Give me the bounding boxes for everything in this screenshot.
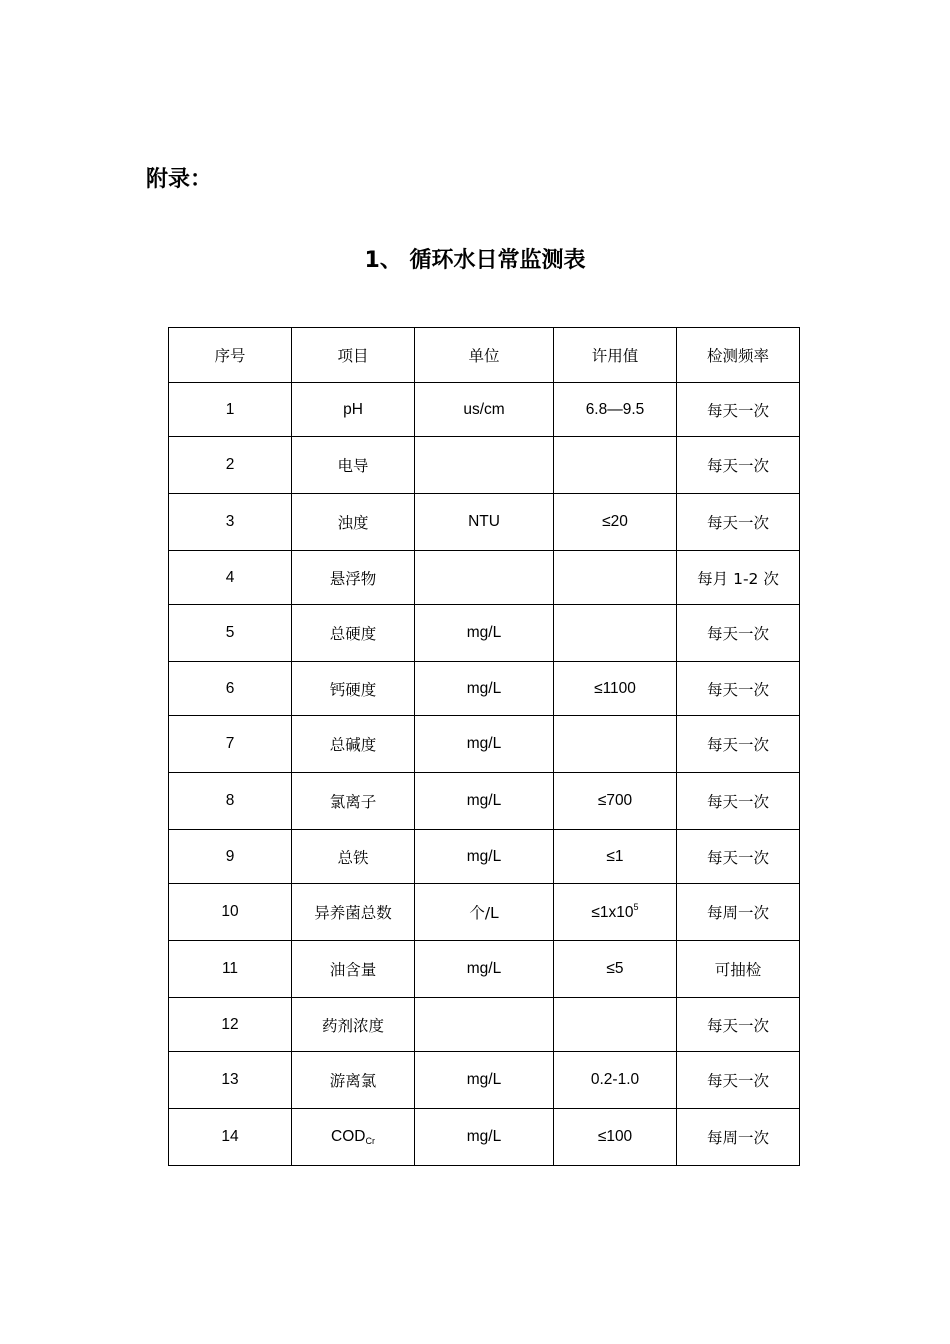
cell-unit-text: mg/L xyxy=(466,847,502,865)
cell-frequency xyxy=(677,605,800,662)
cell-frequency xyxy=(677,1052,800,1109)
header-item: 项目 xyxy=(292,328,415,383)
cell-no-text: 11 xyxy=(221,960,239,977)
cell-item-text: 药剂浓度 xyxy=(321,1016,384,1035)
header-limit: 许用值 xyxy=(554,328,677,383)
cell-limit-text: ≤100 xyxy=(597,1128,633,1145)
cell-no xyxy=(169,716,292,773)
cell-no-text: 14 xyxy=(221,1128,239,1145)
cell-limit xyxy=(554,830,677,884)
cell-frequency-text: 每周一次 xyxy=(706,1129,769,1147)
cell-item xyxy=(292,437,415,494)
table-row xyxy=(169,941,800,998)
cell-item-text: 总碱度 xyxy=(329,736,377,754)
cell-limit-text: ≤5 xyxy=(606,960,624,977)
cell-limit-text: 6.8—9.5 xyxy=(585,400,645,418)
cell-item xyxy=(292,1052,415,1109)
cell-limit xyxy=(554,551,677,605)
cell-unit xyxy=(415,551,554,605)
cell-item xyxy=(292,884,415,941)
cell-frequency-text: 每天一次 xyxy=(706,680,769,699)
cell-no-text: 10 xyxy=(221,903,239,920)
cell-item xyxy=(292,773,415,830)
cell-item-subscript: Cr xyxy=(365,1136,375,1146)
cell-no xyxy=(169,1052,292,1109)
cell-unit xyxy=(415,662,554,716)
cell-limit-supscript: 5 xyxy=(633,902,639,912)
cell-item-text: 钙硬度 xyxy=(329,680,377,699)
table-row xyxy=(169,383,800,437)
cell-frequency-text: 每天一次 xyxy=(706,736,769,754)
cell-item-text: 氯离子 xyxy=(329,793,377,811)
cell-limit-text: ≤1x10 xyxy=(591,904,634,921)
cell-no-text: 7 xyxy=(225,735,235,752)
cell-no-text: 2 xyxy=(225,456,235,473)
table-row xyxy=(169,1109,800,1166)
cell-frequency-text: 每周一次 xyxy=(706,904,769,922)
cell-item-text: 游离氯 xyxy=(329,1072,377,1090)
cell-no xyxy=(169,830,292,884)
header-unit: 单位 xyxy=(415,328,554,383)
cell-limit xyxy=(554,941,677,998)
table-row xyxy=(169,437,800,494)
header-no: 序号 xyxy=(169,328,292,383)
cell-item-text: 异养菌总数 xyxy=(314,904,392,922)
cell-frequency-text: 每天一次 xyxy=(706,514,769,532)
cell-item-text: pH xyxy=(343,400,363,418)
cell-item xyxy=(292,830,415,884)
cell-unit xyxy=(415,998,554,1052)
cell-frequency xyxy=(677,830,800,884)
cell-no-text: 8 xyxy=(225,792,235,809)
cell-frequency-text: 每天一次 xyxy=(706,848,769,867)
cell-item-text: 总硬度 xyxy=(329,625,377,643)
cell-frequency xyxy=(677,884,800,941)
cell-frequency xyxy=(677,551,800,605)
header-frequency: 检测频率 xyxy=(677,328,800,383)
cell-frequency-text: 每天一次 xyxy=(706,793,769,811)
cell-limit xyxy=(554,773,677,830)
table-row xyxy=(169,716,800,773)
cell-frequency-text: 每天一次 xyxy=(706,1016,769,1035)
table-row xyxy=(169,884,800,941)
cell-item xyxy=(292,494,415,551)
cell-no-text: 12 xyxy=(221,1015,239,1033)
table-row xyxy=(169,551,800,605)
cell-unit-text: mg/L xyxy=(466,1128,502,1145)
cell-limit xyxy=(554,1109,677,1166)
cell-frequency xyxy=(677,941,800,998)
cell-item-text: 浊度 xyxy=(337,514,369,532)
cell-item-text: 总铁 xyxy=(337,848,369,867)
cell-no xyxy=(169,1109,292,1166)
cell-limit xyxy=(554,1052,677,1109)
cell-item xyxy=(292,1109,415,1166)
monitoring-table xyxy=(168,327,800,1166)
cell-no-text: 1 xyxy=(225,400,235,418)
cell-frequency xyxy=(677,494,800,551)
cell-no-text: 3 xyxy=(225,513,235,530)
table-row xyxy=(169,998,800,1052)
cell-unit xyxy=(415,773,554,830)
table-row xyxy=(169,773,800,830)
cell-item xyxy=(292,998,415,1052)
cell-frequency-text: 每月 1-2 次 xyxy=(697,569,779,588)
table-title: 1、 循环水日常监测表 xyxy=(364,248,586,273)
table-header-row xyxy=(169,328,800,383)
cell-frequency xyxy=(677,437,800,494)
table-row xyxy=(169,494,800,551)
cell-unit xyxy=(415,884,554,941)
cell-no xyxy=(169,494,292,551)
cell-no xyxy=(169,998,292,1052)
cell-unit xyxy=(415,1052,554,1109)
cell-limit xyxy=(554,662,677,716)
cell-unit-text: mg/L xyxy=(466,960,502,977)
cell-item xyxy=(292,716,415,773)
cell-unit xyxy=(415,383,554,437)
cell-limit-text: ≤1 xyxy=(606,847,624,865)
cell-item xyxy=(292,662,415,716)
cell-frequency xyxy=(677,383,800,437)
cell-unit xyxy=(415,716,554,773)
cell-frequency-text: 每天一次 xyxy=(706,625,769,643)
cell-no xyxy=(169,551,292,605)
cell-limit-text: ≤700 xyxy=(597,792,633,809)
cell-unit-text: mg/L xyxy=(466,1071,502,1088)
cell-limit xyxy=(554,998,677,1052)
cell-no-text: 13 xyxy=(221,1071,239,1088)
cell-no xyxy=(169,884,292,941)
cell-unit xyxy=(415,437,554,494)
cell-no-text: 5 xyxy=(225,624,235,641)
cell-unit-text: mg/L xyxy=(466,624,502,641)
cell-unit-text: mg/L xyxy=(466,792,502,809)
cell-item-text: 悬浮物 xyxy=(329,569,377,588)
cell-unit-text: mg/L xyxy=(466,735,502,752)
cell-no xyxy=(169,383,292,437)
cell-frequency xyxy=(677,998,800,1052)
cell-limit xyxy=(554,716,677,773)
cell-item xyxy=(292,383,415,437)
cell-no xyxy=(169,773,292,830)
cell-no xyxy=(169,605,292,662)
cell-unit xyxy=(415,1109,554,1166)
cell-item xyxy=(292,605,415,662)
table-row xyxy=(169,1052,800,1109)
cell-item xyxy=(292,941,415,998)
cell-frequency xyxy=(677,773,800,830)
cell-unit-text: NTU xyxy=(468,513,500,530)
cell-frequency-text: 每天一次 xyxy=(706,401,769,420)
cell-unit xyxy=(415,830,554,884)
cell-limit xyxy=(554,494,677,551)
cell-unit xyxy=(415,494,554,551)
cell-unit-text: 个/L xyxy=(469,904,499,922)
cell-frequency xyxy=(677,662,800,716)
cell-item-text: 油含量 xyxy=(329,961,377,979)
cell-no-text: 4 xyxy=(225,568,235,586)
cell-frequency-text: 每天一次 xyxy=(706,457,769,475)
cell-unit-text: us/cm xyxy=(463,400,505,418)
cell-no-text: 6 xyxy=(225,679,235,697)
cell-limit-text: ≤20 xyxy=(602,513,628,530)
cell-limit xyxy=(554,605,677,662)
cell-frequency-text: 每天一次 xyxy=(706,1072,769,1090)
cell-no xyxy=(169,662,292,716)
cell-limit xyxy=(554,383,677,437)
cell-no xyxy=(169,437,292,494)
cell-frequency-text: 可抽检 xyxy=(714,961,762,979)
cell-item-text: COD xyxy=(331,1128,366,1145)
cell-frequency xyxy=(677,1109,800,1166)
table-row xyxy=(169,830,800,884)
table-row xyxy=(169,662,800,716)
cell-no xyxy=(169,941,292,998)
cell-frequency xyxy=(677,716,800,773)
cell-limit-text: ≤1100 xyxy=(594,679,636,697)
cell-item-text: 电导 xyxy=(337,457,369,475)
cell-unit xyxy=(415,605,554,662)
cell-unit xyxy=(415,941,554,998)
appendix-heading: 附录： xyxy=(146,167,213,192)
cell-limit-text: 0.2-1.0 xyxy=(590,1071,640,1088)
cell-item xyxy=(292,551,415,605)
cell-no-text: 9 xyxy=(225,847,235,865)
cell-unit-text: mg/L xyxy=(466,679,502,697)
table-row xyxy=(169,605,800,662)
cell-limit xyxy=(554,884,677,941)
cell-limit xyxy=(554,437,677,494)
